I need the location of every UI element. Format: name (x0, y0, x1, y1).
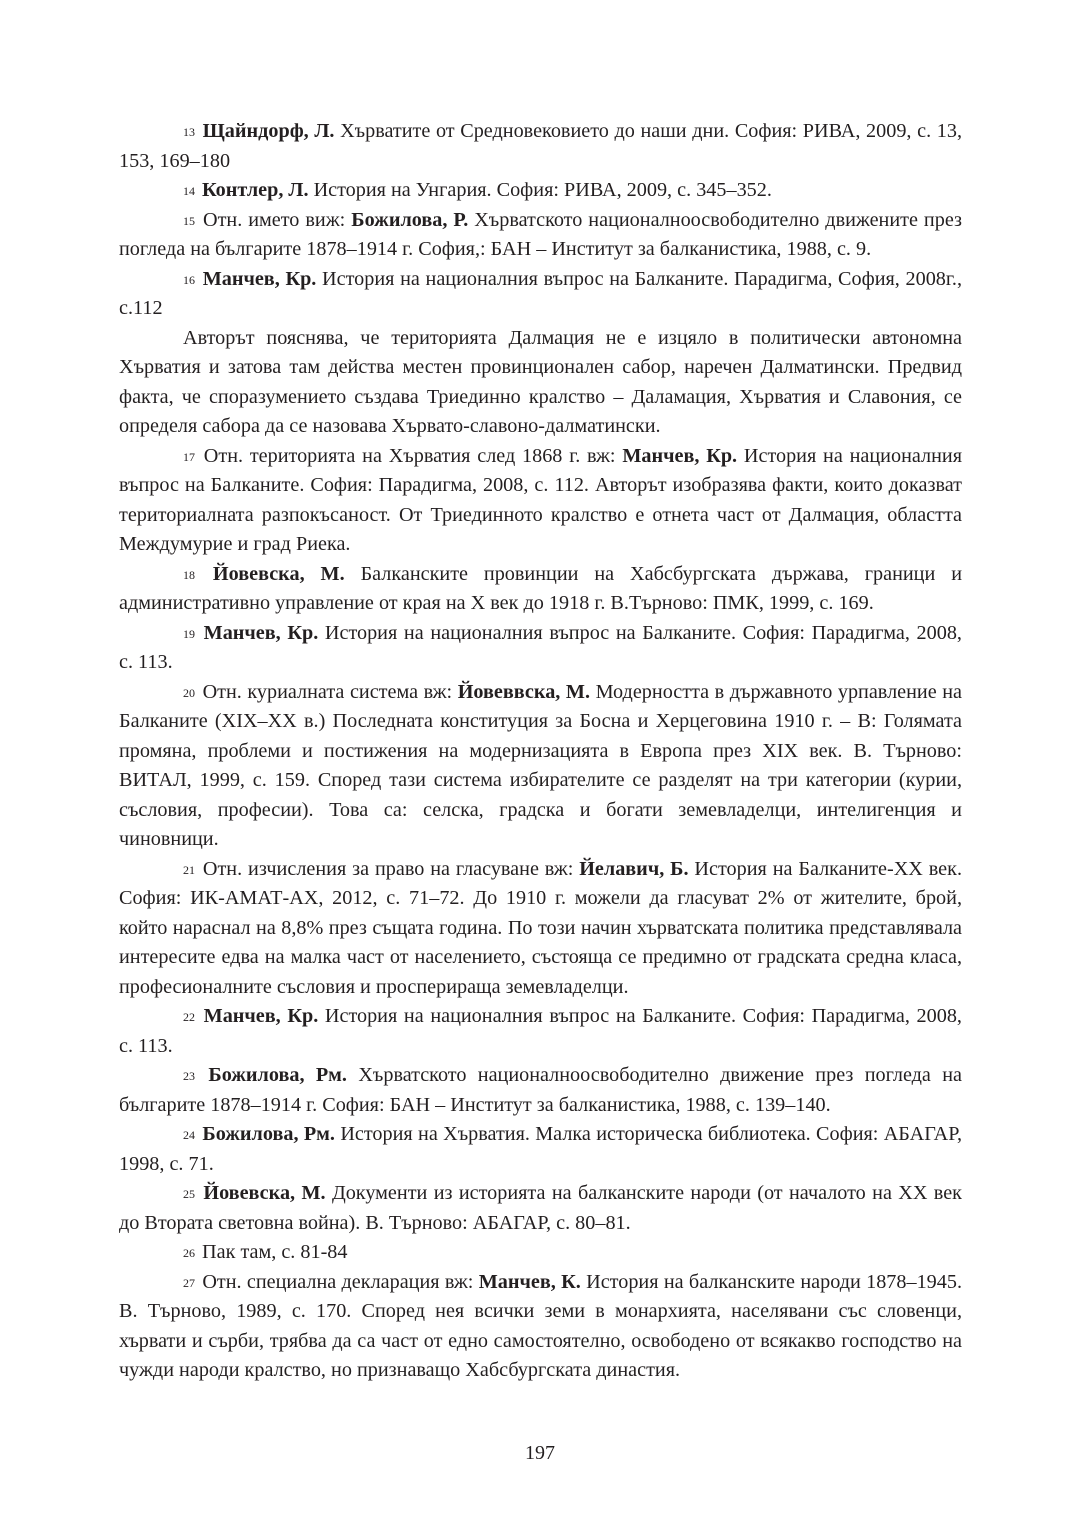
footnote-16-commentary: Авторът пояснява, че територията Далмация не е изцяло в политически автономна Хърватия и затова там действа местен провинционален сабор, наречен Далматински. Предвид факта, че споразумението създава Триединно кралство – Даламация, Хърватия и Славония, се определя сабора да се назовава Хървато-славоно-далматински. (119, 326, 962, 437)
footnote-author: Манчев, Кр. (203, 1005, 319, 1027)
footnote-author: Щайндорф, Л. (202, 120, 335, 142)
footnote-author: Манчев, Кр. (203, 621, 319, 644)
footnote-author: Йелавич, Б. (579, 857, 689, 880)
footnote-13: $^{13}$ Щайндорф, Л. Хърватите от Средновековието до наши дни. София: РИВА, 2009, с. 13, 153, 169–180 (119, 120, 963, 172)
footnote-15: $^{15}$ Отн. името виж: Божилова, Р. Хърватското националноосвободително движените през погледа на българите 1878–1914 г. София,: БАН – Институт за балканистика, 1988, с. 9. (119, 208, 962, 260)
footnote-author: Йовевска, М. (203, 1182, 326, 1204)
footnote-19: $^{19}$ Манчев, Кр. История на националния въпрос на Балканите. София: Парадигма, 2008, с. 113. (119, 621, 962, 673)
footnote-17: $^{17}$ Отн. територията на Хърватия след 1868 г. вж: Манчев, Кр. История на националния въпрос на Балканите. София: Парадигма, 2008, с. 112. Авторът изобразява факти, които доказват териториалната разпокъсаност. От Триединното кралство е отнета част от Далмация, областта Междумурие и град Риека. (119, 444, 962, 555)
footnote-25: $^{25}$ Йовевска, М. Документи из историята на балканските народи (от началото на XX век до Втората световна война). В. Търново: АБАГАР, с. 80–81. (119, 1182, 962, 1234)
footnote-author: Контлер, Л. (202, 179, 309, 201)
footnote-23: $^{23}$ Божилова, Рм. Хърватското националноосвободително движение през погледа на българите 1878–1914 г. София: БАН – Институт за балканистика, 1988, с. 139–140. (119, 1064, 962, 1116)
footnote-24: $^{24}$ Божилова, Рм. История на Хърватия. Малка историческа библиотека. София: АБАГАР, 1998, с. 71. (119, 1123, 963, 1175)
footnotes-block (119, 117, 962, 1386)
footnote-author: Йовевска, М. (212, 562, 345, 585)
footnote-author: Манчев, Кр. (202, 267, 317, 290)
footnote-14: $^{14}$ Контлер, Л. История на Унгария. София: РИВА, 2009, с. 345–352. (183, 179, 772, 201)
footnote-16: $^{16}$ Манчев, Кр. История на националния въпрос на Балканите. Парадигма, София, 2008г., с.112 (119, 267, 962, 319)
footnote-author: Божилова, Рм. (202, 1123, 335, 1145)
footnote-author: Божилова, Р. (351, 208, 469, 231)
footnote-18: $^{18}$ Йовевска, М. Балканските провинции на Хабсбургската държава, граници и административно управление от края на X век до 1918 г. В.Търново: ПМК, 1999, с. 169. (119, 562, 963, 614)
footnote-author: Манчев, Кр. (622, 444, 738, 467)
footnote-author: Божилова, Рм. (208, 1064, 347, 1086)
footnote-26: $^{26}$ Пак там, с. 81-84 (183, 1241, 348, 1263)
footnote-author: Йовеввска, М. (457, 680, 591, 703)
page-number: 197 (525, 1442, 555, 1464)
footnote-author: Манчев, К. (478, 1270, 581, 1293)
footnote-27: $^{27}$ Отн. специална декларация вж: Манчев, К. История на балканските народи 1878–1945. В. Търново, 1989, с. 170. Според нея всички земи в монархията, населявани със словенци, хървати и сърби, трябва да са част от едно самостоятелно, освободено от всякакво господство на чужди народи кралство, но признаващо Хабсбургската династия. (119, 1270, 963, 1381)
footnote-20: $^{20}$ Отн. куриалната система вж: Йовеввска, М. Модерността в държавното урпавление на Балканите (XIX–XX в.) Последната конституция за Босна и Херцеговина 1910 г. – В: Голямата промяна, проблеми и постижения на модернизацията в Европа през XIX век. В. Търново: ВИТАЛ, 1999, с. 159. Според тази система избирателите се разделят на три категории (курии, съсловия, професии). Това са: селска, градска и богати земевладелци, интелигенция и чиновници. (119, 680, 963, 850)
footnote-22: $^{22}$ Манчев, Кр. История на националния въпрос на Балканите. София: Парадигма, 2008, с. 113. (119, 1005, 962, 1057)
footnote-21: $^{21}$ Отн. изчисления за право на гласуване вж: Йелавич, Б. История на Балканите-XX век. София: ИК-АМАТ-АХ, 2012, с. 71–72. До 1910 г. можели да гласуват 2% от жителите, брой, който нараснал на 8,8% през същата година. По този начин хърватската политика представлявала интересите едва на малка част от населението, състояща се предимно от градската средна класа, професионалните съсловия и просперираща земевладелци. (119, 857, 962, 998)
